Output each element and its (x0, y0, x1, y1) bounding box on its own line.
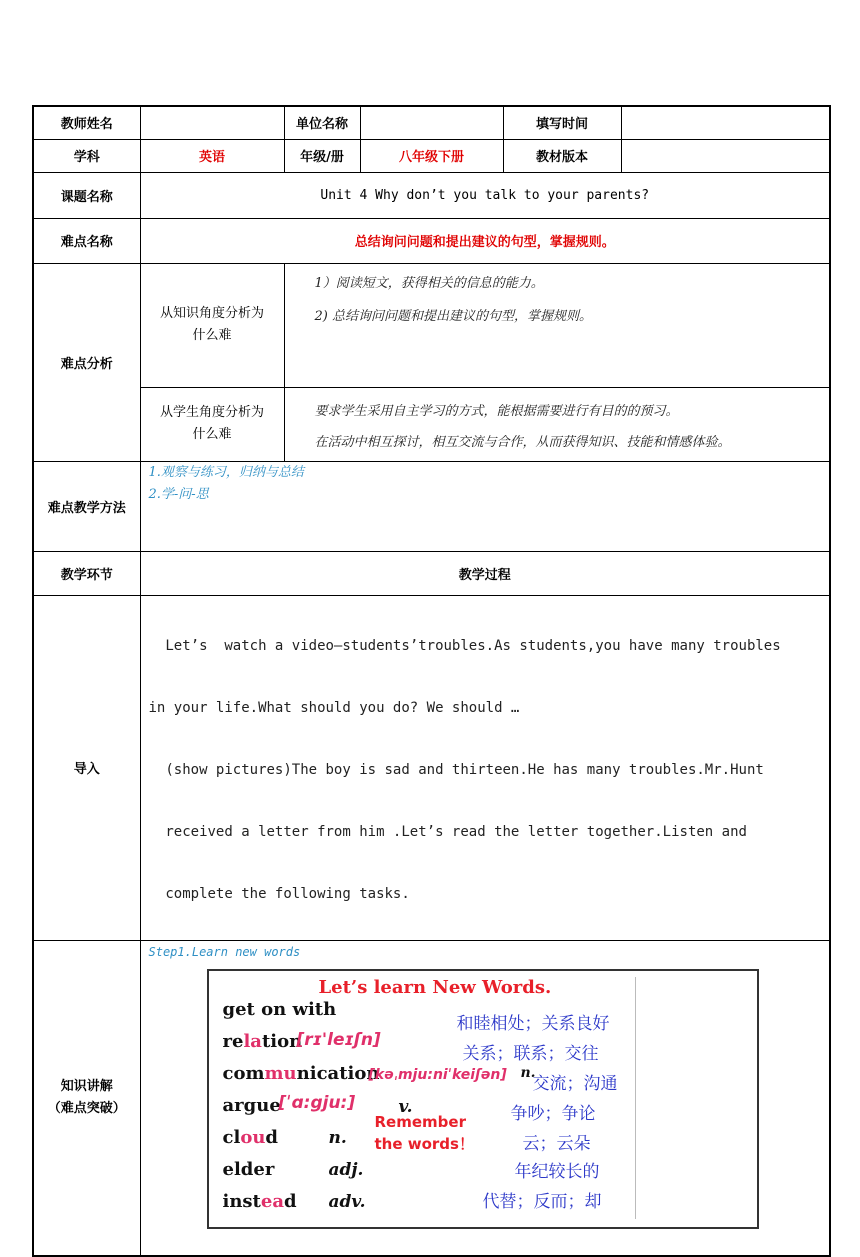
vocab-pos-5: n. (328, 1127, 347, 1148)
vocab-divider (635, 977, 636, 1219)
edition-value[interactable] (621, 139, 830, 172)
intro-line-4: received a letter from him .Let’s read the letter together.Listen and (148, 823, 747, 840)
subject-label: 学科 (33, 139, 140, 172)
vocab-meaning-3: 交流；沟通 (532, 1073, 618, 1094)
fill-time-value[interactable] (621, 106, 830, 139)
method-label: 难点教学方法 (33, 461, 140, 551)
vocab-word-4: argue (222, 1094, 281, 1116)
vocab-word-6: elder (222, 1158, 275, 1180)
vocab-meaning-5: 云；云朵 (522, 1133, 591, 1154)
vocab-meaning-4: 争吵；争论 (510, 1103, 596, 1124)
step-1-title: Step1.Learn new words (148, 944, 301, 959)
vocab-remember-line2: the words！ (374, 1134, 474, 1153)
vocab-word-2: relation (222, 1030, 303, 1052)
vocab-meaning-6: 年纪较长的 (514, 1161, 600, 1182)
analysis-label: 难点分析 (33, 263, 140, 461)
knowledge-item-1: 1）阅读短文，获得相关的信息的能力。 (314, 275, 544, 291)
vocab-meaning-2: 关系；联系；交往 (462, 1043, 599, 1064)
lesson-plan-table (32, 105, 831, 1257)
difficulty-value[interactable]: 总结询问问题和提出建议的句型，掌握规则。 (140, 218, 830, 263)
knowledge-item-2: 2) 总结询问问题和提出建议的句型，掌握规则。 (314, 308, 592, 324)
student-item-1: 要求学生采用自主学习的方式，能根据需要进行有目的的预习。 (314, 403, 679, 419)
vocab-heading: Let’s learn New Words. (318, 976, 552, 998)
vocab-pos-3: n. (520, 1064, 536, 1081)
grade-value[interactable]: 八年级下册 (360, 139, 503, 172)
vocab-pos-7: adv. (328, 1191, 366, 1212)
student-angle-label (140, 387, 284, 461)
difficulty-label: 难点名称 (33, 218, 140, 263)
intro-line-5: complete the following tasks. (148, 885, 410, 902)
knowledge-label (33, 940, 140, 1256)
vocab-image (207, 969, 759, 1229)
method-content[interactable] (140, 461, 830, 551)
lesson-title-label: 课题名称 (33, 172, 140, 218)
vocab-word-7: instead (222, 1190, 297, 1212)
intro-line-1: Let’s watch a video—students’troubles.As students,you have many troubles (148, 637, 781, 654)
student-angle-text: 从学生角度分析为什么难 (159, 405, 264, 442)
knowledge-angle-text: 从知识角度分析为什么难 (159, 306, 264, 343)
intro-line-3: (show pictures)The boy is sad and thirteen.He has many troubles.Mr.Hunt (148, 761, 764, 778)
vocab-remember (375, 1111, 474, 1155)
vocab-pos-6: adj. (328, 1159, 364, 1180)
teacher-name-value[interactable] (140, 106, 284, 139)
lesson-title-value[interactable]: Unit 4 Why don’t you talk to your parents? (140, 172, 830, 218)
grade-label: 年级/册 (284, 139, 360, 172)
intro-line-2: in your life.What should you do? We should … (148, 699, 520, 716)
vocab-word-5: cloud (222, 1126, 278, 1148)
vocab-meaning-7: 代替；反而；却 (482, 1191, 602, 1212)
method-item-2: 2.学-问-思 (148, 486, 209, 502)
stage-label: 教学环节 (33, 551, 140, 595)
intro-label: 导入 (33, 595, 140, 940)
vocab-meaning-1: 和睦相处；关系良好 (456, 1013, 610, 1034)
vocab-remember-line1: Remember (374, 1112, 466, 1131)
student-item-2: 在活动中相互探讨，相互交流与合作，从而获得知识、技能和情感体验。 (314, 434, 731, 450)
unit-name-label: 单位名称 (284, 106, 360, 139)
teacher-name-label: 教师姓名 (33, 106, 140, 139)
knowledge-angle-label (140, 263, 284, 387)
knowledge-angle-content[interactable] (284, 263, 830, 387)
process-label: 教学过程 (140, 551, 830, 595)
vocab-word-3: communication (222, 1062, 380, 1084)
unit-name-value[interactable] (360, 106, 503, 139)
vocab-pos-4: v. (398, 1096, 413, 1117)
subject-value[interactable]: 英语 (140, 139, 284, 172)
method-item-1: 1.观察与练习，归纳与总结 (148, 464, 304, 480)
intro-content[interactable] (140, 595, 830, 940)
fill-time-label: 填写时间 (503, 106, 621, 139)
knowledge-label-line1: 知识讲解 (60, 1078, 113, 1094)
edition-label: 教材版本 (503, 139, 621, 172)
vocab-phonetic-2: [rɪ'leɪʃn] (296, 1029, 381, 1050)
knowledge-label-line2: （难点突破） (47, 1100, 126, 1116)
vocab-word-1: get on with (222, 998, 337, 1020)
vocab-phonetic-4: [ˈɑ:gju:] (278, 1092, 356, 1113)
knowledge-content[interactable] (140, 940, 830, 1256)
student-angle-content[interactable] (284, 387, 830, 461)
vocab-phonetic-3: [kəˌmju:niˈkeiʃən] (368, 1066, 507, 1083)
